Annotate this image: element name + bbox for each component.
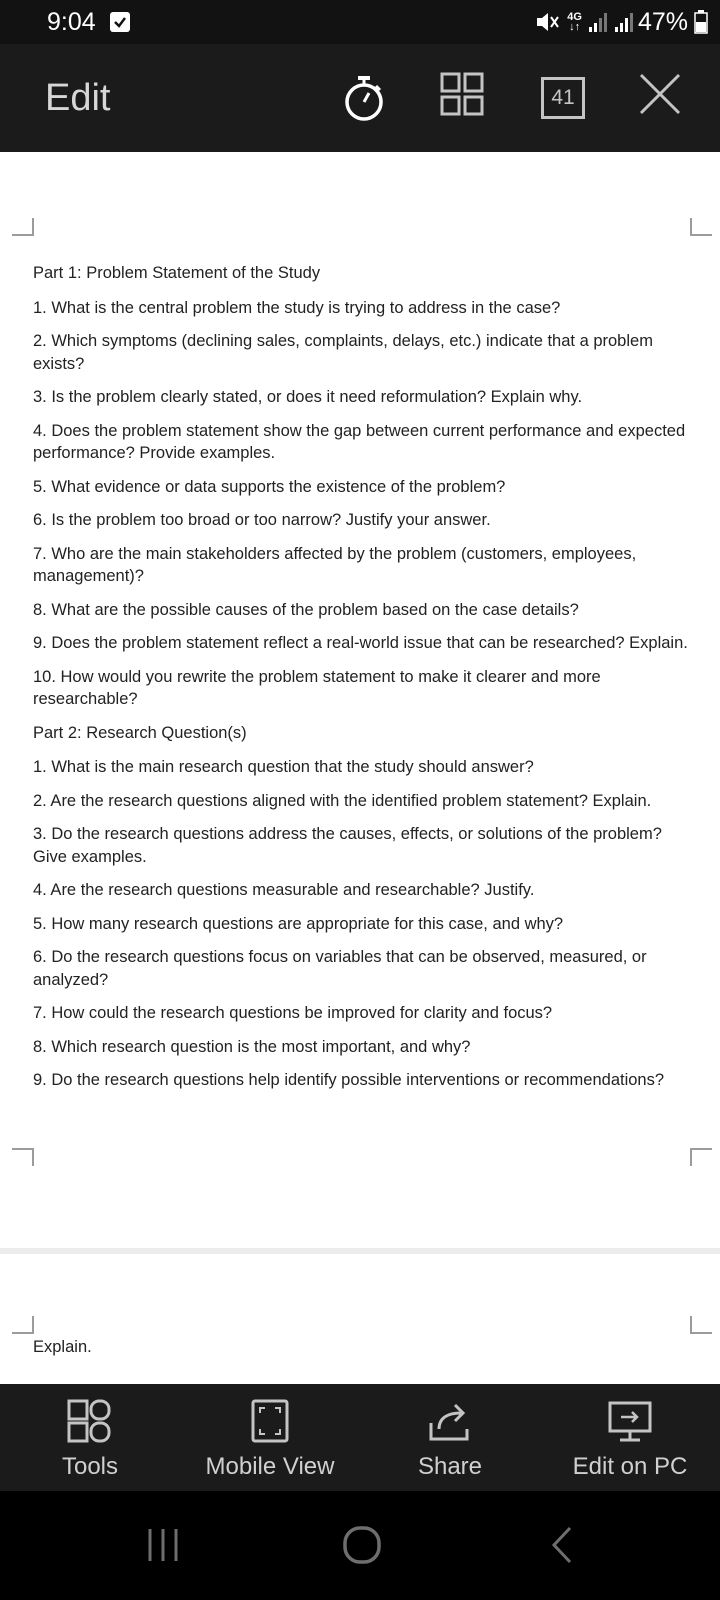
status-icons (529, 6, 708, 38)
margin-marker (12, 1316, 34, 1334)
share-label: Share (417, 1453, 483, 1480)
question-paragraph: 4. Does the problem statement show the gap between current performance and expected performance? Provide examples. (33, 421, 686, 462)
document-view[interactable] (0, 152, 720, 1384)
close-icon[interactable] (638, 72, 682, 116)
margin-marker (12, 1148, 34, 1166)
section-heading: Part 1: Problem Statement of the Study (33, 264, 321, 282)
edit-button[interactable]: Edit (45, 77, 111, 119)
timer-icon[interactable] (342, 74, 386, 122)
home-icon[interactable] (342, 1525, 382, 1565)
status-bar (0, 0, 720, 44)
document-page (0, 1254, 720, 1384)
mobile-view-button[interactable] (190, 1384, 350, 1491)
back-icon[interactable] (550, 1525, 574, 1565)
edit-on-pc-button[interactable] (560, 1384, 700, 1491)
question-paragraph: 3. Do the research questions address the causes, effects, or solutions of the problem? Give examples. (33, 825, 662, 866)
bottom-toolbar (0, 1384, 720, 1491)
tools-button[interactable] (40, 1384, 140, 1491)
edit-on-pc-label: Edit on PC (572, 1453, 688, 1480)
status-time: 9:04 (47, 8, 96, 36)
page-count-icon[interactable]: 41 (541, 77, 585, 119)
tools-icon (67, 1399, 113, 1443)
section-heading: Part 2: Research Question(s) (33, 723, 247, 742)
mobile-view-label: Mobile View (205, 1453, 335, 1480)
monitor-icon (607, 1399, 653, 1443)
question-paragraph[interactable]: Explain. (33, 1338, 92, 1356)
share-icon (427, 1399, 473, 1443)
system-nav-bar (0, 1491, 720, 1600)
app-header (0, 44, 720, 152)
question-paragraph: 2. Are the research questions aligned with the identified problem statement? Explain. (33, 791, 652, 810)
share-button[interactable] (400, 1384, 500, 1491)
tools-label: Tools (61, 1453, 119, 1480)
signal-icon (614, 11, 634, 33)
margin-marker (690, 1148, 712, 1166)
signal-icon (588, 11, 608, 33)
question-paragraph: 5. How many research questions are appropriate for this case, and why? (33, 914, 564, 933)
question-paragraph: 7. How could the research questions be improved for clarity and focus? (33, 1004, 553, 1022)
question-paragraph: 1. What is the central problem the study is trying to address in the case? (33, 298, 561, 317)
question-paragraph: 8. What are the possible causes of the problem based on the case details? (33, 600, 579, 619)
network-type: 4G (567, 11, 582, 23)
question-paragraph: 9. Do the research questions help identify possible interventions or recommendations? (33, 1071, 665, 1089)
document-body[interactable] (33, 262, 693, 1103)
question-paragraph: 7. Who are the main stakeholders affected by the problem (customers, employees, management)? (33, 544, 637, 585)
margin-marker (690, 218, 712, 236)
margin-marker (690, 1316, 712, 1334)
question-paragraph: 10. How would you rewrite the problem statement to make it clearer and more researchable? (33, 667, 601, 708)
margin-marker (12, 218, 34, 236)
question-paragraph: 8. Which research question is the most important, and why? (33, 1037, 471, 1056)
question-paragraph: 5. What evidence or data supports the existence of the problem? (33, 477, 506, 496)
question-paragraph: 1. What is the main research question that the study should answer? (33, 758, 534, 776)
checkbox-notification-icon (110, 12, 130, 32)
battery-icon (694, 10, 708, 34)
mute-icon (535, 11, 561, 33)
question-paragraph: 9. Does the problem statement reflect a real-world issue that can be researched? Explain. (33, 634, 688, 652)
grid-view-icon[interactable] (440, 72, 484, 116)
document-page (0, 152, 720, 1248)
mobile-view-icon (250, 1399, 290, 1443)
question-paragraph: 2. Which symptoms (declining sales, complaints, delays, etc.) indicate that a problem exists? (33, 332, 653, 373)
question-paragraph: 3. Is the problem clearly stated, or does it need reformulation? Explain why. (33, 388, 583, 406)
question-paragraph: 6. Is the problem too broad or too narrow? Justify your answer. (33, 511, 491, 529)
battery-percent: 47% (637, 8, 688, 36)
network-4g-icon: 4G ↓↑ (567, 11, 582, 33)
recent-apps-icon[interactable] (146, 1525, 180, 1565)
question-paragraph: 6. Do the research questions focus on variables that can be observed, measured, or analyzed? (33, 948, 647, 989)
question-paragraph: 4. Are the research questions measurable and researchable? Justify. (33, 881, 535, 899)
